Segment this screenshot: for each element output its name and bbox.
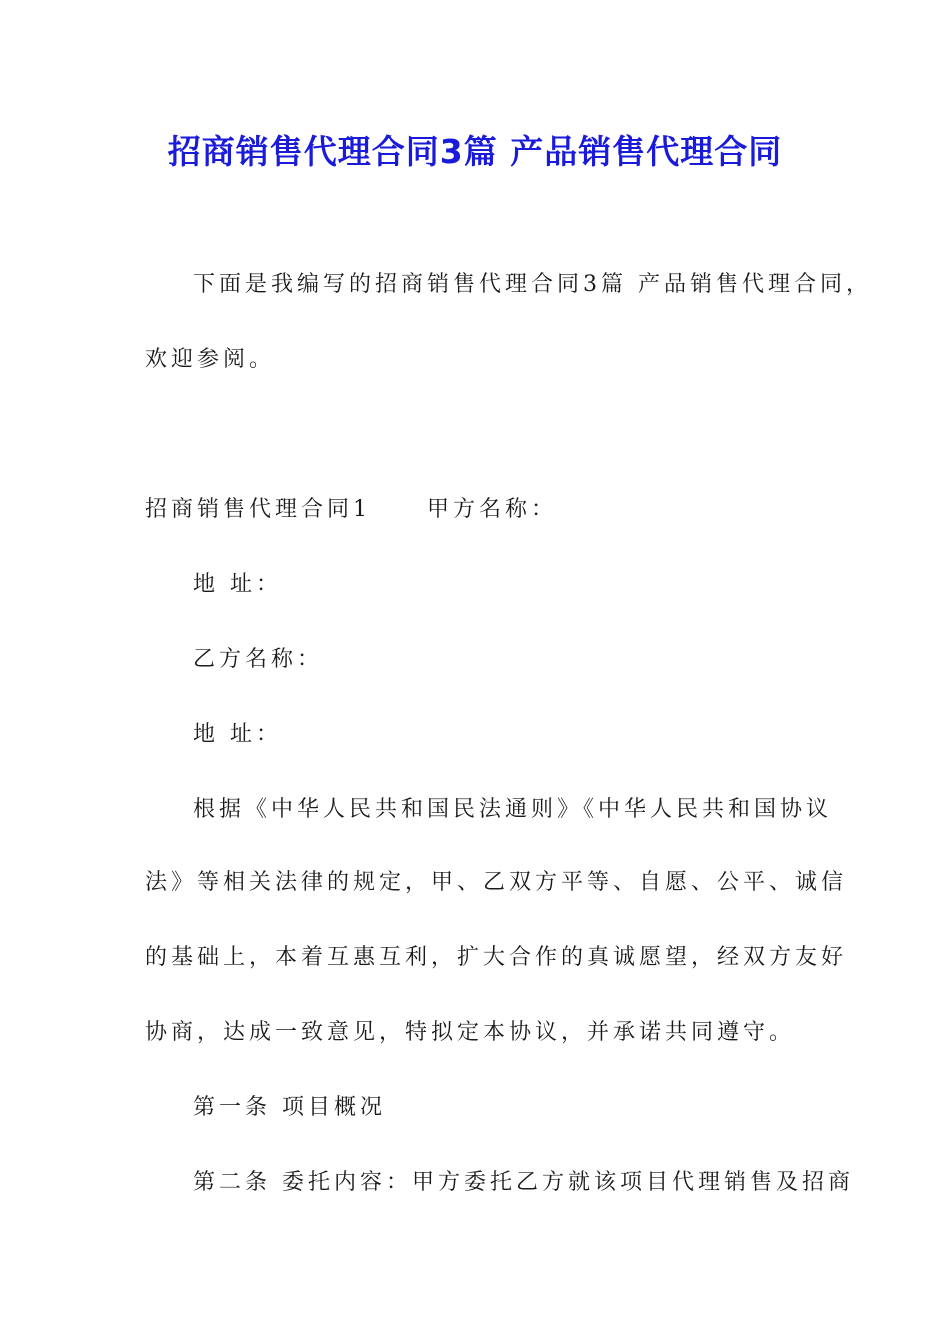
party-a-name-label: 甲方名称： bbox=[427, 497, 558, 522]
intro-line-2: 欢迎参阅。 bbox=[145, 347, 276, 372]
party-b-name-label: 乙方名称： bbox=[193, 647, 324, 672]
paragraph-line-3: 的基础上，本着互惠互利，扩大合作的真诚愿望，经双方友好 bbox=[145, 945, 848, 970]
document-title: 招商销售代理合同3篇 产品销售代理合同 bbox=[167, 132, 783, 171]
paragraph-line-4: 协商，达成一致意见，特拟定本协议，并承诺共同遵守。 bbox=[145, 1020, 796, 1045]
article-2-text: 第二条 委托内容：甲方委托乙方就该项目代理销售及招商 bbox=[193, 1170, 854, 1195]
paragraph-line-2: 法》等相关法律的规定，甲、乙双方平等、自愿、公平、诚信 bbox=[145, 870, 848, 895]
paragraph-line-1: 根据《中华人民共和国民法通则》《中华人民共和国协议 bbox=[193, 797, 833, 822]
article-1-heading: 第一条 项目概况 bbox=[193, 1095, 386, 1120]
address-2-label: 地 址： bbox=[193, 722, 282, 747]
intro-line-1: 下面是我编写的招商销售代理合同3篇 产品销售代理合同， bbox=[193, 272, 872, 297]
contract-label: 招商销售代理合同1 bbox=[145, 497, 371, 522]
section-header bbox=[145, 495, 557, 525]
address-1-label: 地 址： bbox=[193, 572, 282, 597]
